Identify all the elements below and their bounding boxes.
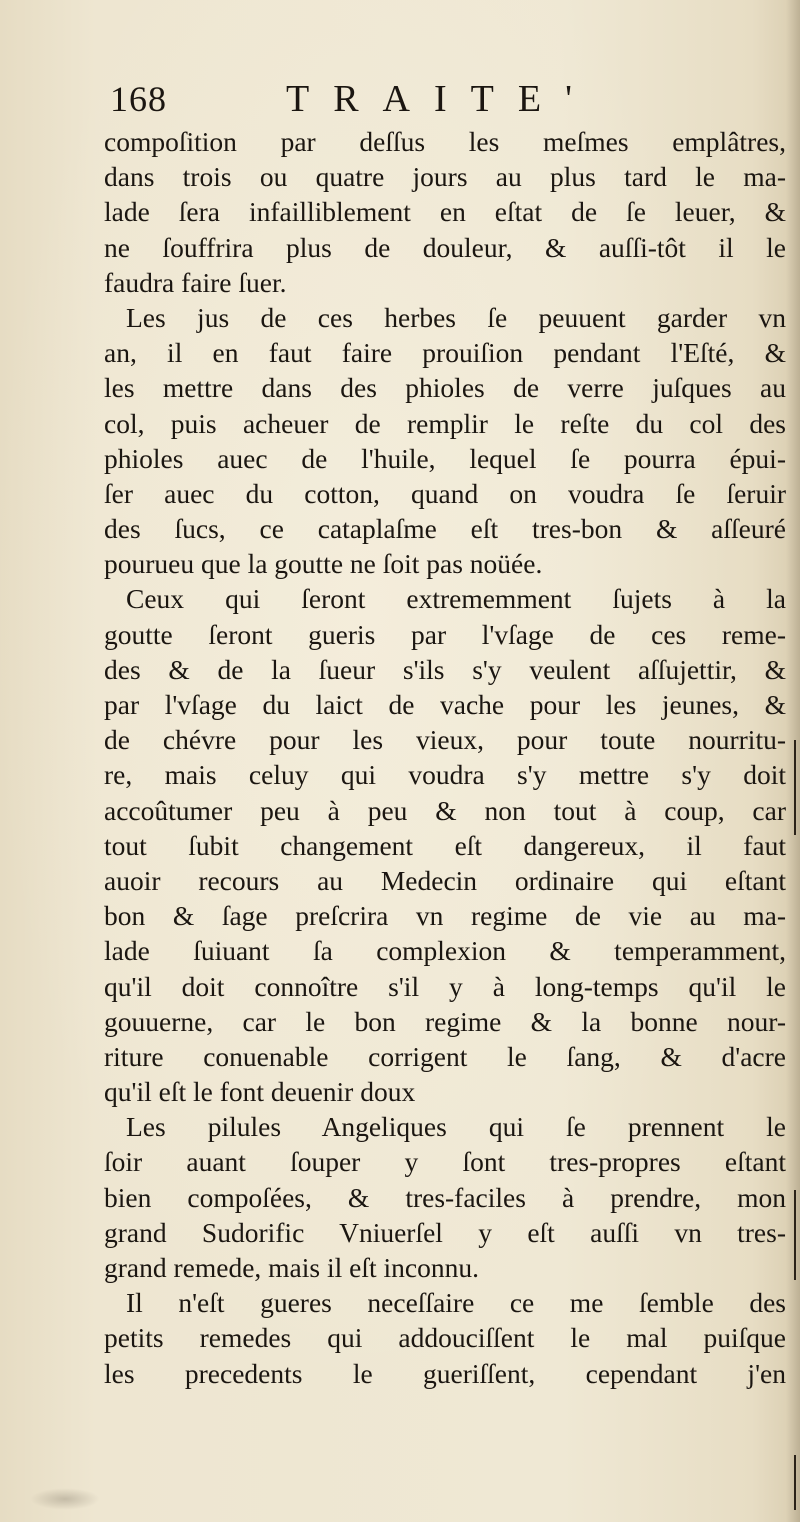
text-line: ſer auec du cotton, quand on voudra ſe ſeruir: [104, 477, 786, 509]
text-line: Les pilules Angeliques qui ſe prennent le: [126, 1111, 786, 1143]
text-line: lade ſuiuant ſa complexion & temperamment,: [104, 935, 786, 967]
text-line: compoſition par deſſus les meſmes emplâtres,: [104, 126, 786, 157]
text-line: auoir recours au Medecin ordinaire qui eſtant: [104, 864, 786, 896]
text-line: Il n'eſt gueres neceſſaire ce me ſemble des: [126, 1287, 786, 1319]
text-line: an, il en faut faire prouiſion pendant l'Eſté, &: [104, 337, 786, 369]
text-line: de chévre pour les vieux, pour toute nourritu-: [104, 724, 786, 756]
text-line: gouuerne, car le bon regime & la bonne nour-: [104, 1005, 786, 1037]
ink-smudge: [30, 1488, 100, 1510]
text-line: ſoir auant ſouper y ſont tres-propres eſtant: [104, 1146, 786, 1178]
text-line: les precedents le gueriſſent, cependant j'en: [104, 1357, 786, 1389]
text-line: faudra faire ſuer.: [104, 266, 287, 298]
text-line: Les jus de ces herbes ſe peuuent garder vn: [126, 301, 786, 333]
text-line: des ſucs, ce cataplaſme eſt tres-bon & aſſeuré: [104, 513, 786, 545]
text-line: lade ſera infailliblement en eſtat de ſe leuer, &: [104, 196, 786, 228]
text-line: qu'il doit connoître s'il y à long-temps qu'il le: [104, 970, 786, 1002]
text-line: Ceux qui ſeront extrememment ſujets à la: [126, 583, 786, 615]
text-line: par l'vſage du laict de vache pour les jeunes, &: [104, 689, 786, 720]
text-line: goutte ſeront gueris par l'vſage de ces reme-: [104, 618, 786, 650]
gutter-shadow: [786, 0, 800, 1522]
text-line: qu'il eſt le font deuenir doux: [104, 1076, 416, 1108]
text-line: dans trois ou quatre jours au plus tard le ma-: [104, 161, 786, 193]
page-edge-mark: [794, 1455, 796, 1510]
body-text: [104, 124, 786, 1391]
text-line: grand remede, mais il eſt inconnu.: [104, 1252, 479, 1283]
text-line: re, mais celuy qui voudra s'y mettre s'y doit: [104, 759, 786, 791]
page-header: [110, 74, 670, 124]
text-line: les mettre dans des phioles de verre juſques au: [104, 372, 786, 404]
page-edge-mark: [794, 740, 796, 835]
text-line: ne ſouffrira plus de douleur, & auſſi-tôt il le: [104, 231, 786, 263]
text-line: tout ſubit changement eſt dangereux, il faut: [104, 829, 786, 861]
text-line: phioles auec de l'huile, lequel ſe pourra épui-: [104, 442, 786, 474]
text-line: accoûtumer peu à peu & non tout à coup, car: [104, 794, 786, 826]
text-line: grand Sudorific Vniuerſel y eſt auſſi vn tres-: [104, 1216, 786, 1248]
text-line: bien compoſées, & tres-faciles à prendre, mon: [104, 1181, 786, 1213]
page-edge-mark: [794, 1190, 796, 1280]
text-line: bon & ſage preſcrira vn regime de vie au ma-: [104, 900, 786, 932]
text-line: col, puis acheuer de remplir le reſte du col des: [104, 407, 786, 439]
text-line: petits remedes qui addouciſſent le mal puiſque: [104, 1322, 786, 1354]
page-number: 168: [110, 79, 167, 119]
running-title: TRAITE': [286, 78, 596, 120]
text-line: riture conuenable corrigent le ſang, & d'acre: [104, 1040, 786, 1072]
text-line: des & de la ſueur s'ils s'y veulent aſſujettir, &: [104, 653, 786, 685]
text-line: pourueu que la goutte ne ſoit pas noüée.: [104, 548, 543, 580]
